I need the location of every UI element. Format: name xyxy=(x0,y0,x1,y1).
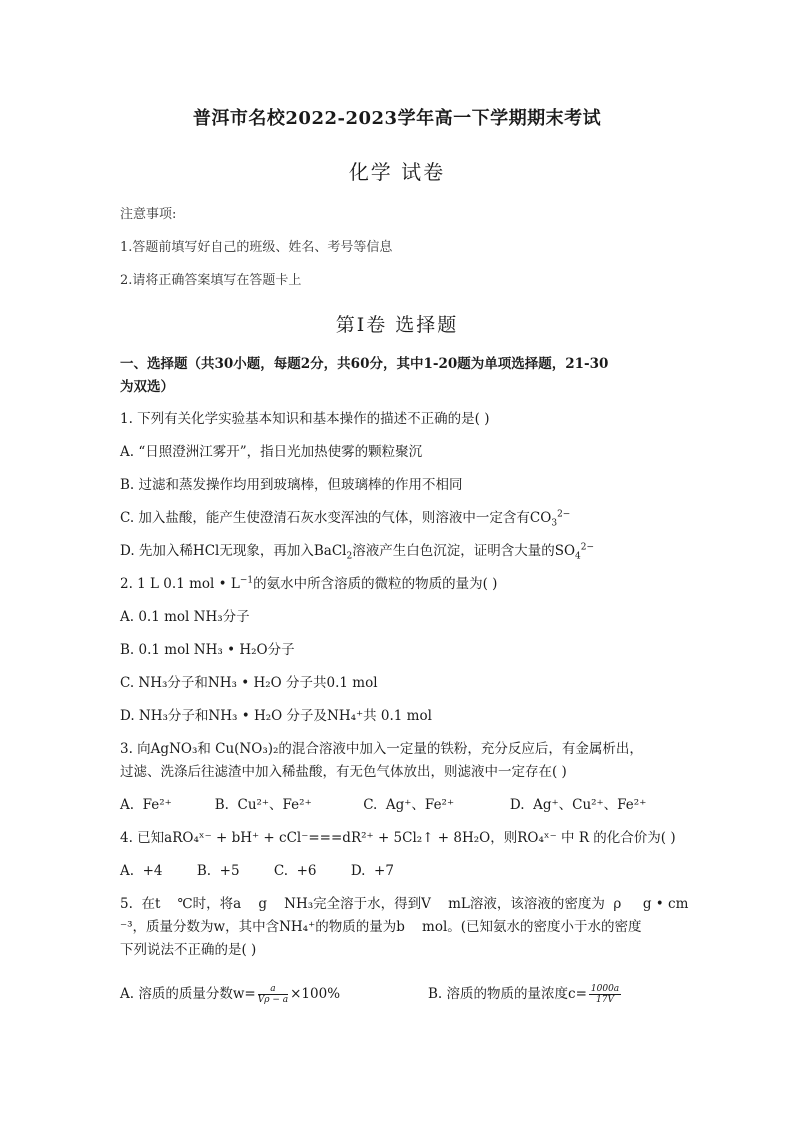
q5-option-a-text: A. 溶质的质量分数w= xyxy=(120,986,256,1002)
q1-option-d-text: D. 先加入稀HCl无现象，再加入BaCl xyxy=(120,543,347,559)
q5-option-a xyxy=(120,984,400,1005)
exam-title: 普洱市名校2022-2023学年高一下学期期末考试 xyxy=(192,108,602,129)
q2-option-d: D. NH₃分子和NH₃ • H₂O 分子及NH₄⁺共 0.1 mol xyxy=(120,708,432,724)
note-item-2: 2.请将正确答案填写在答题卡上 xyxy=(120,273,302,288)
q5-option-a-tail: ×100% xyxy=(290,986,341,1002)
notes-heading: 注意事项: xyxy=(120,207,177,222)
q5-option-b xyxy=(428,984,678,1005)
note-item-1: 1.答题前填写好自己的班级、姓名、考号等信息 xyxy=(120,240,393,255)
q1-option-a: A. “日照澄洲江雾开”，指日光加热使雾的颗粒聚沉 xyxy=(120,444,423,460)
q5-option-b-text: B. 溶质的物质的量浓度c= xyxy=(428,986,587,1002)
q2-option-a: A. 0.1 mol NH₃分子 xyxy=(120,609,250,625)
q1-option-c xyxy=(120,508,680,528)
q4-options: A. +4 B. +5 C. +6 D. +7 xyxy=(120,863,394,879)
q5-line3: 下列说法不正确的是( ) xyxy=(120,942,257,958)
q1-option-b: B. 过滤和蒸发操作均用到玻璃棒，但玻璃棒的作用不相同 xyxy=(120,477,463,493)
q5-option-a-numerator: a xyxy=(258,984,288,995)
q1-option-d-charge: 2− xyxy=(580,542,595,553)
section-instruction-line1: 一、选择题（共30小题，每题2分，共60分，其中1-20题为单项选择题，21-30 xyxy=(120,356,609,372)
q2-option-b: B. 0.1 mol NH₃ • H₂O分子 xyxy=(120,642,295,658)
q1-option-d-rest: 溶液产生白色沉淀，证明含大量的SO xyxy=(352,543,576,559)
q2-option-c: C. NH₃分子和NH₃ • H₂O 分子共0.1 mol xyxy=(120,675,378,691)
section-instruction-line2: 为双选） xyxy=(120,379,174,395)
q3-stem-line1: 3. 向AgNO₃和 Cu(NO₃)₂的混合溶液中加入一定量的铁粉，充分反应后，有金属析出， xyxy=(120,741,643,757)
q1-option-c-text: C. 加入盐酸，能产生使澄清石灰水变浑浊的气体，则溶液中一定含有CO xyxy=(120,510,552,526)
q2-stem-a: 2. 1 L 0.1 mol • L xyxy=(120,576,240,592)
q1-option-c-sub: 3 xyxy=(551,518,558,529)
q3-options: A. Fe²⁺ B. Cu²⁺、Fe²⁺ C. Ag⁺、Fe²⁺ D. Ag⁺、Cu²⁺、Fe²⁺ xyxy=(120,797,647,813)
q2-stem-exp: −1 xyxy=(239,575,254,586)
q5-line1: 5. 在t ℃时，将a g NH₃完全溶于水，得到V mL溶液，该溶液的密度为 ρ g • cm xyxy=(120,896,689,912)
q5-line2: ⁻³，质量分数为w，其中含NH₄⁺的物质的量为b mol。(已知氨水的密度小于水的密度 xyxy=(120,919,642,935)
q5-option-b-numerator: 1000a xyxy=(590,984,620,994)
q2-stem xyxy=(120,574,680,594)
section-title: 第Ⅰ卷 选择题 xyxy=(335,314,459,336)
q5-option-b-denominator: 17V xyxy=(596,995,614,1005)
q1-option-d-sub: 2 xyxy=(346,551,353,562)
q1-option-c-charge: 2− xyxy=(557,509,571,520)
exam-subtitle: 化学 试卷 xyxy=(348,160,446,184)
q5-option-a-fraction xyxy=(258,984,288,1005)
q4-stem: 4. 已知aRO₄ˣ⁻ + bH⁺ + cCl⁻===dR²⁺ + 5Cl₂↑ + 8H₂O，则RO₄ˣ⁻ 中 R 的化合价为( ) xyxy=(120,830,676,846)
q1-option-d-ion: 4 xyxy=(575,551,581,562)
q1-stem: 1. 下列有关化学实验基本知识和基本操作的描述不正确的是( ) xyxy=(120,411,490,427)
q3-stem-line2: 过滤、洗涤后往滤渣中加入稀盐酸，有无色气体放出，则滤液中一定存在( ) xyxy=(120,764,567,780)
q2-stem-b: 的氨水中所含溶质的微粒的物质的量为( ) xyxy=(253,576,498,592)
q5-option-a-denominator: Vρ − a xyxy=(257,995,289,1005)
q1-option-d xyxy=(120,541,680,561)
q5-option-b-fraction xyxy=(589,984,621,1005)
